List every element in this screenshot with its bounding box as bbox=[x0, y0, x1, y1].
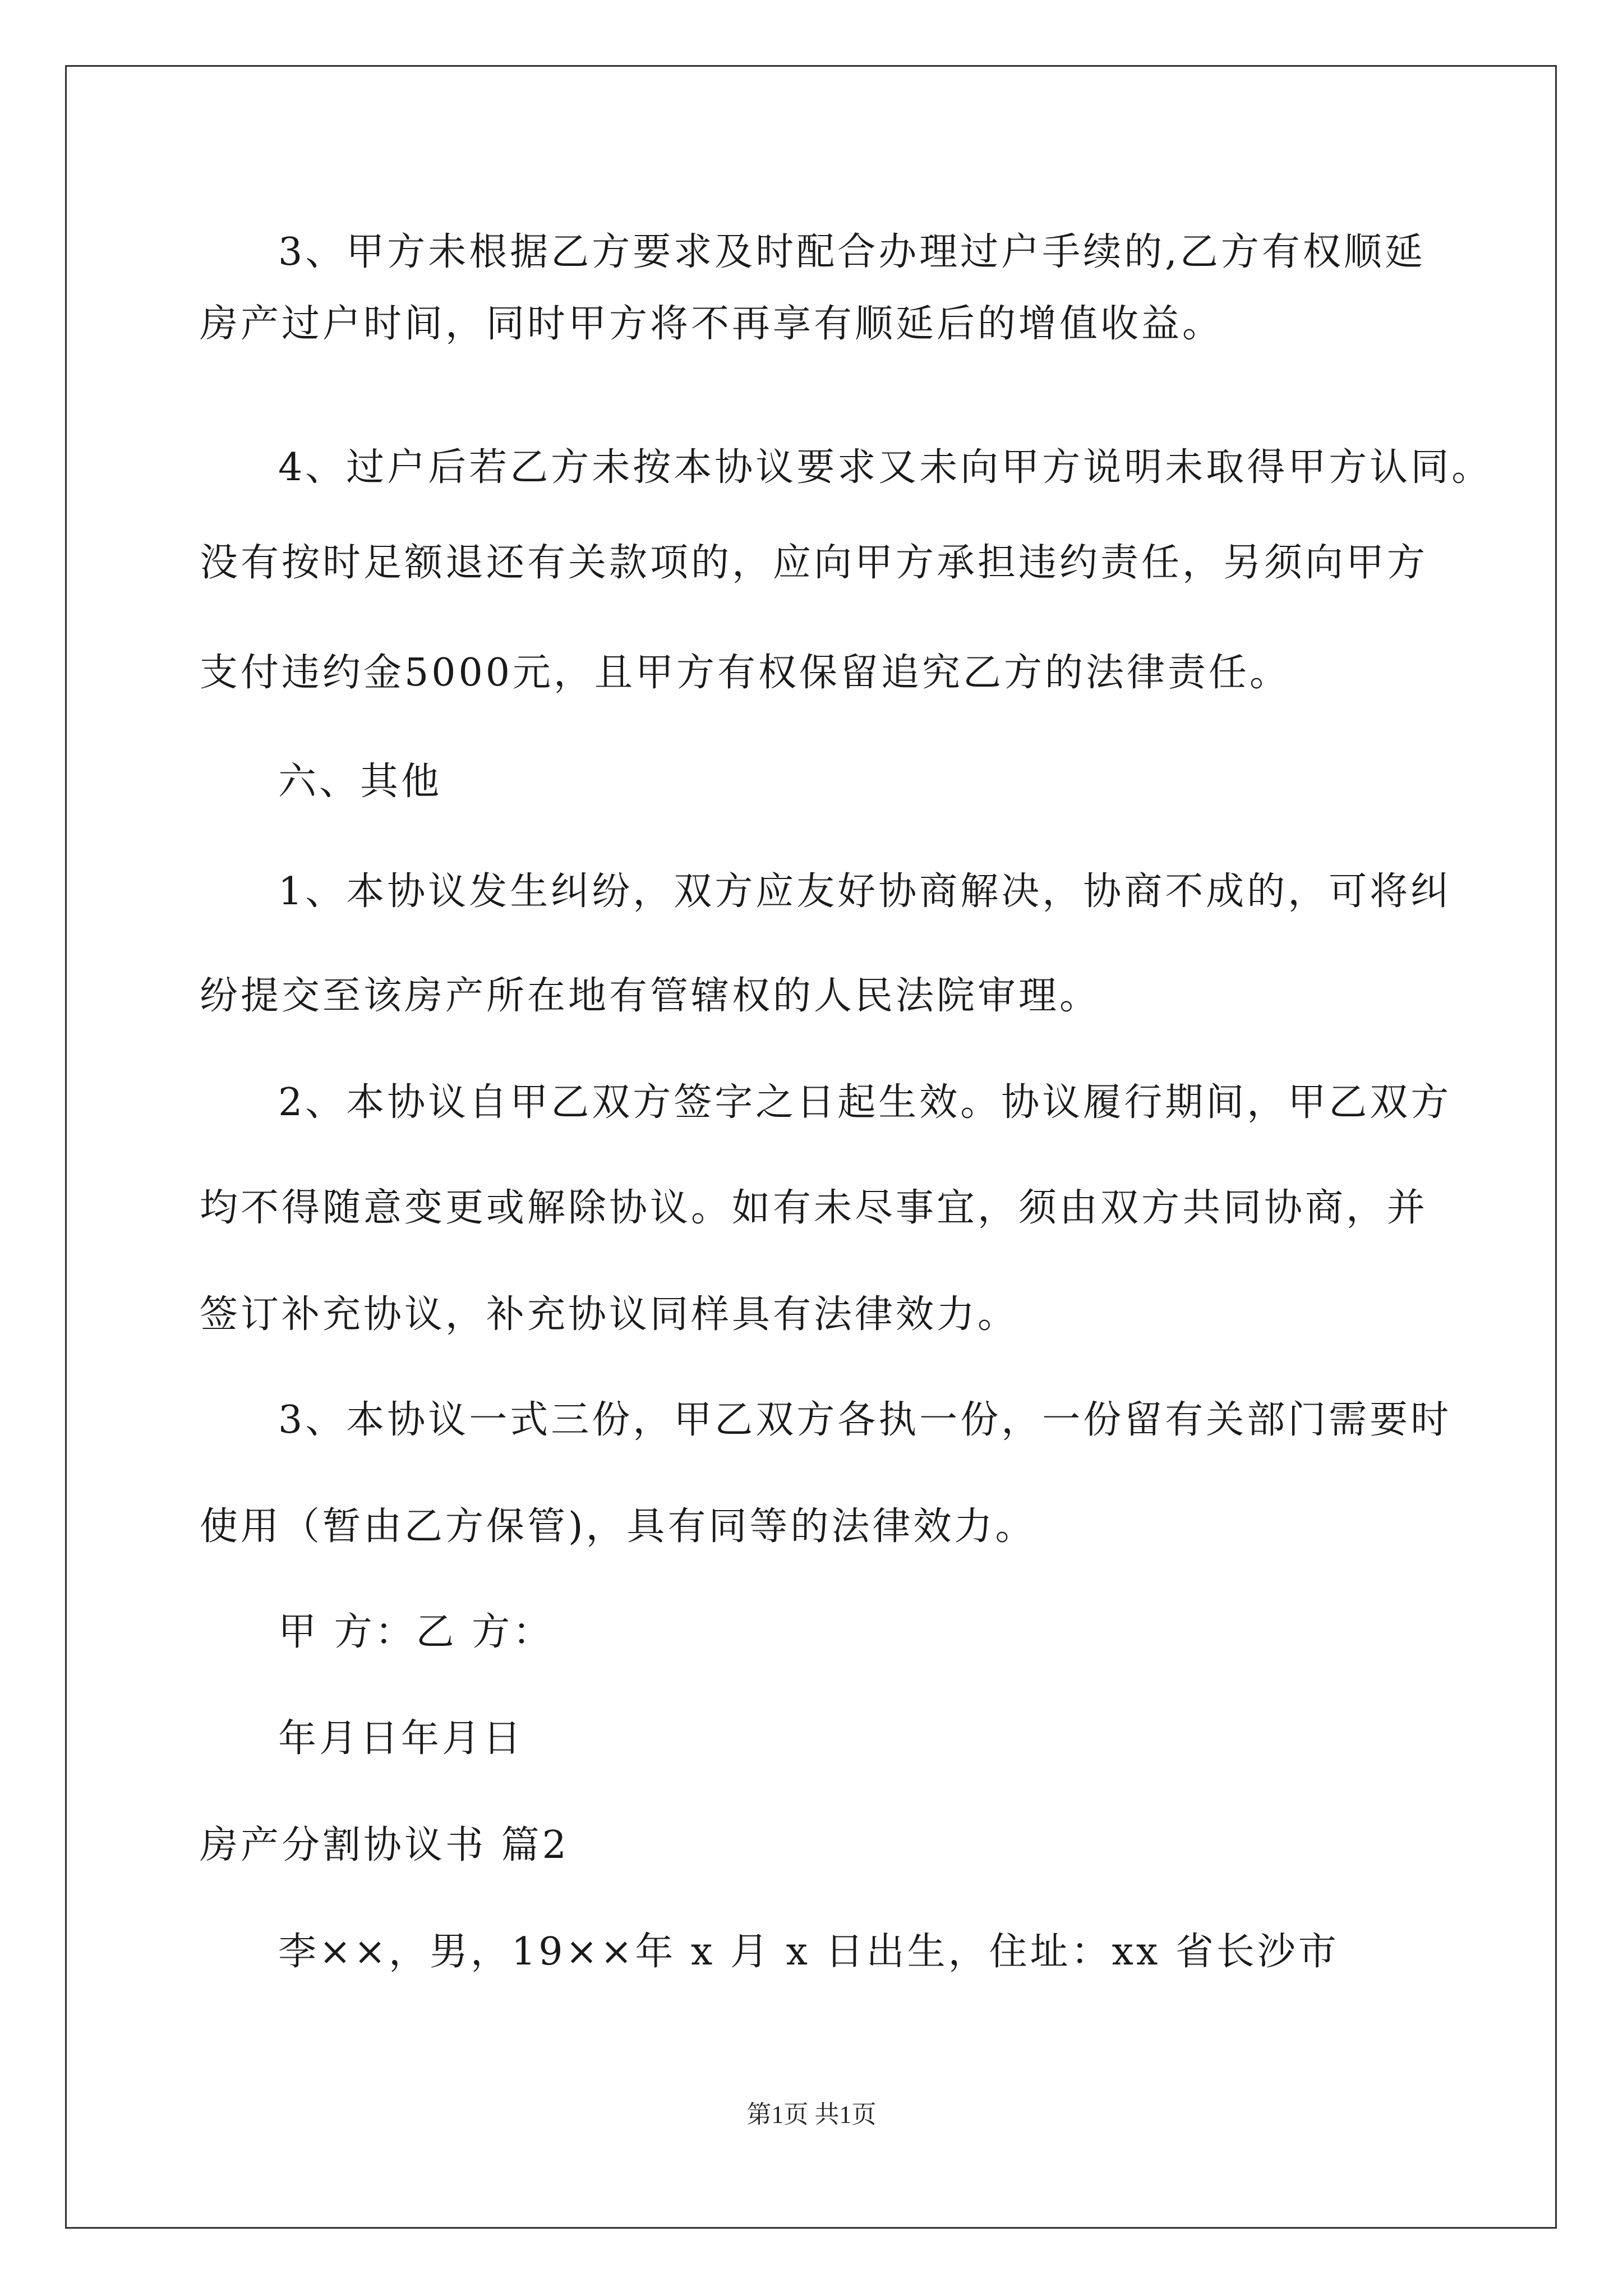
paragraph-line: 李××，男，19××年 x 月 x 日出生，住址：xx 省长沙市 bbox=[278, 1930, 1339, 1974]
paragraph-line: 3、甲方未根据乙方要求及时配合办理过户手续的,乙方有权顺延 bbox=[278, 230, 1426, 274]
paragraph-line: 纷提交至该房产所在地有管辖权的人民法院审理。 bbox=[200, 974, 1101, 1018]
paragraph-line: 1、本协议发生纠纷，双方应友好协商解决，协商不成的，可将纠 bbox=[278, 869, 1452, 914]
signature-parties: 甲 方：乙 方： bbox=[278, 1610, 554, 1654]
paragraph-line: 均不得随意变更或解除协议。如有未尽事宜，须由双方共同协商，并 bbox=[200, 1186, 1428, 1230]
document-title: 房产分割协议书 篇2 bbox=[200, 1823, 569, 1867]
signature-dates: 年月日年月日 bbox=[278, 1717, 524, 1761]
paragraph-line: 3、本协议一式三份，甲乙双方各执一份，一份留有关部门需要时 bbox=[278, 1398, 1452, 1442]
section-heading: 六、其他 bbox=[278, 760, 442, 804]
page-number: 第1页 共1页 bbox=[746, 2101, 877, 2128]
paragraph-line: 4、过户后若乙方未按本协议要求又未向甲方说明未取得甲方认同。 bbox=[278, 445, 1493, 490]
paragraph-line: 房产过户时间，同时甲方将不再享有顺延后的增值收益。 bbox=[200, 302, 1224, 346]
paragraph-line: 2、本协议自甲乙双方签字之日起生效。协议履行期间，甲乙双方 bbox=[278, 1080, 1452, 1125]
paragraph-line: 没有按时足额退还有关款项的，应向甲方承担违约责任，另须向甲方 bbox=[200, 541, 1428, 585]
paragraph-line: 支付违约金5000元，且甲方有权保留追究乙方的法律责任。 bbox=[200, 651, 1291, 695]
page-border bbox=[65, 65, 1557, 2229]
paragraph-line: 使用（暂由乙方保管)，具有同等的法律效力。 bbox=[200, 1504, 1036, 1549]
paragraph-line: 签订补充协议，补充协议同样具有法律效力。 bbox=[200, 1292, 1019, 1337]
